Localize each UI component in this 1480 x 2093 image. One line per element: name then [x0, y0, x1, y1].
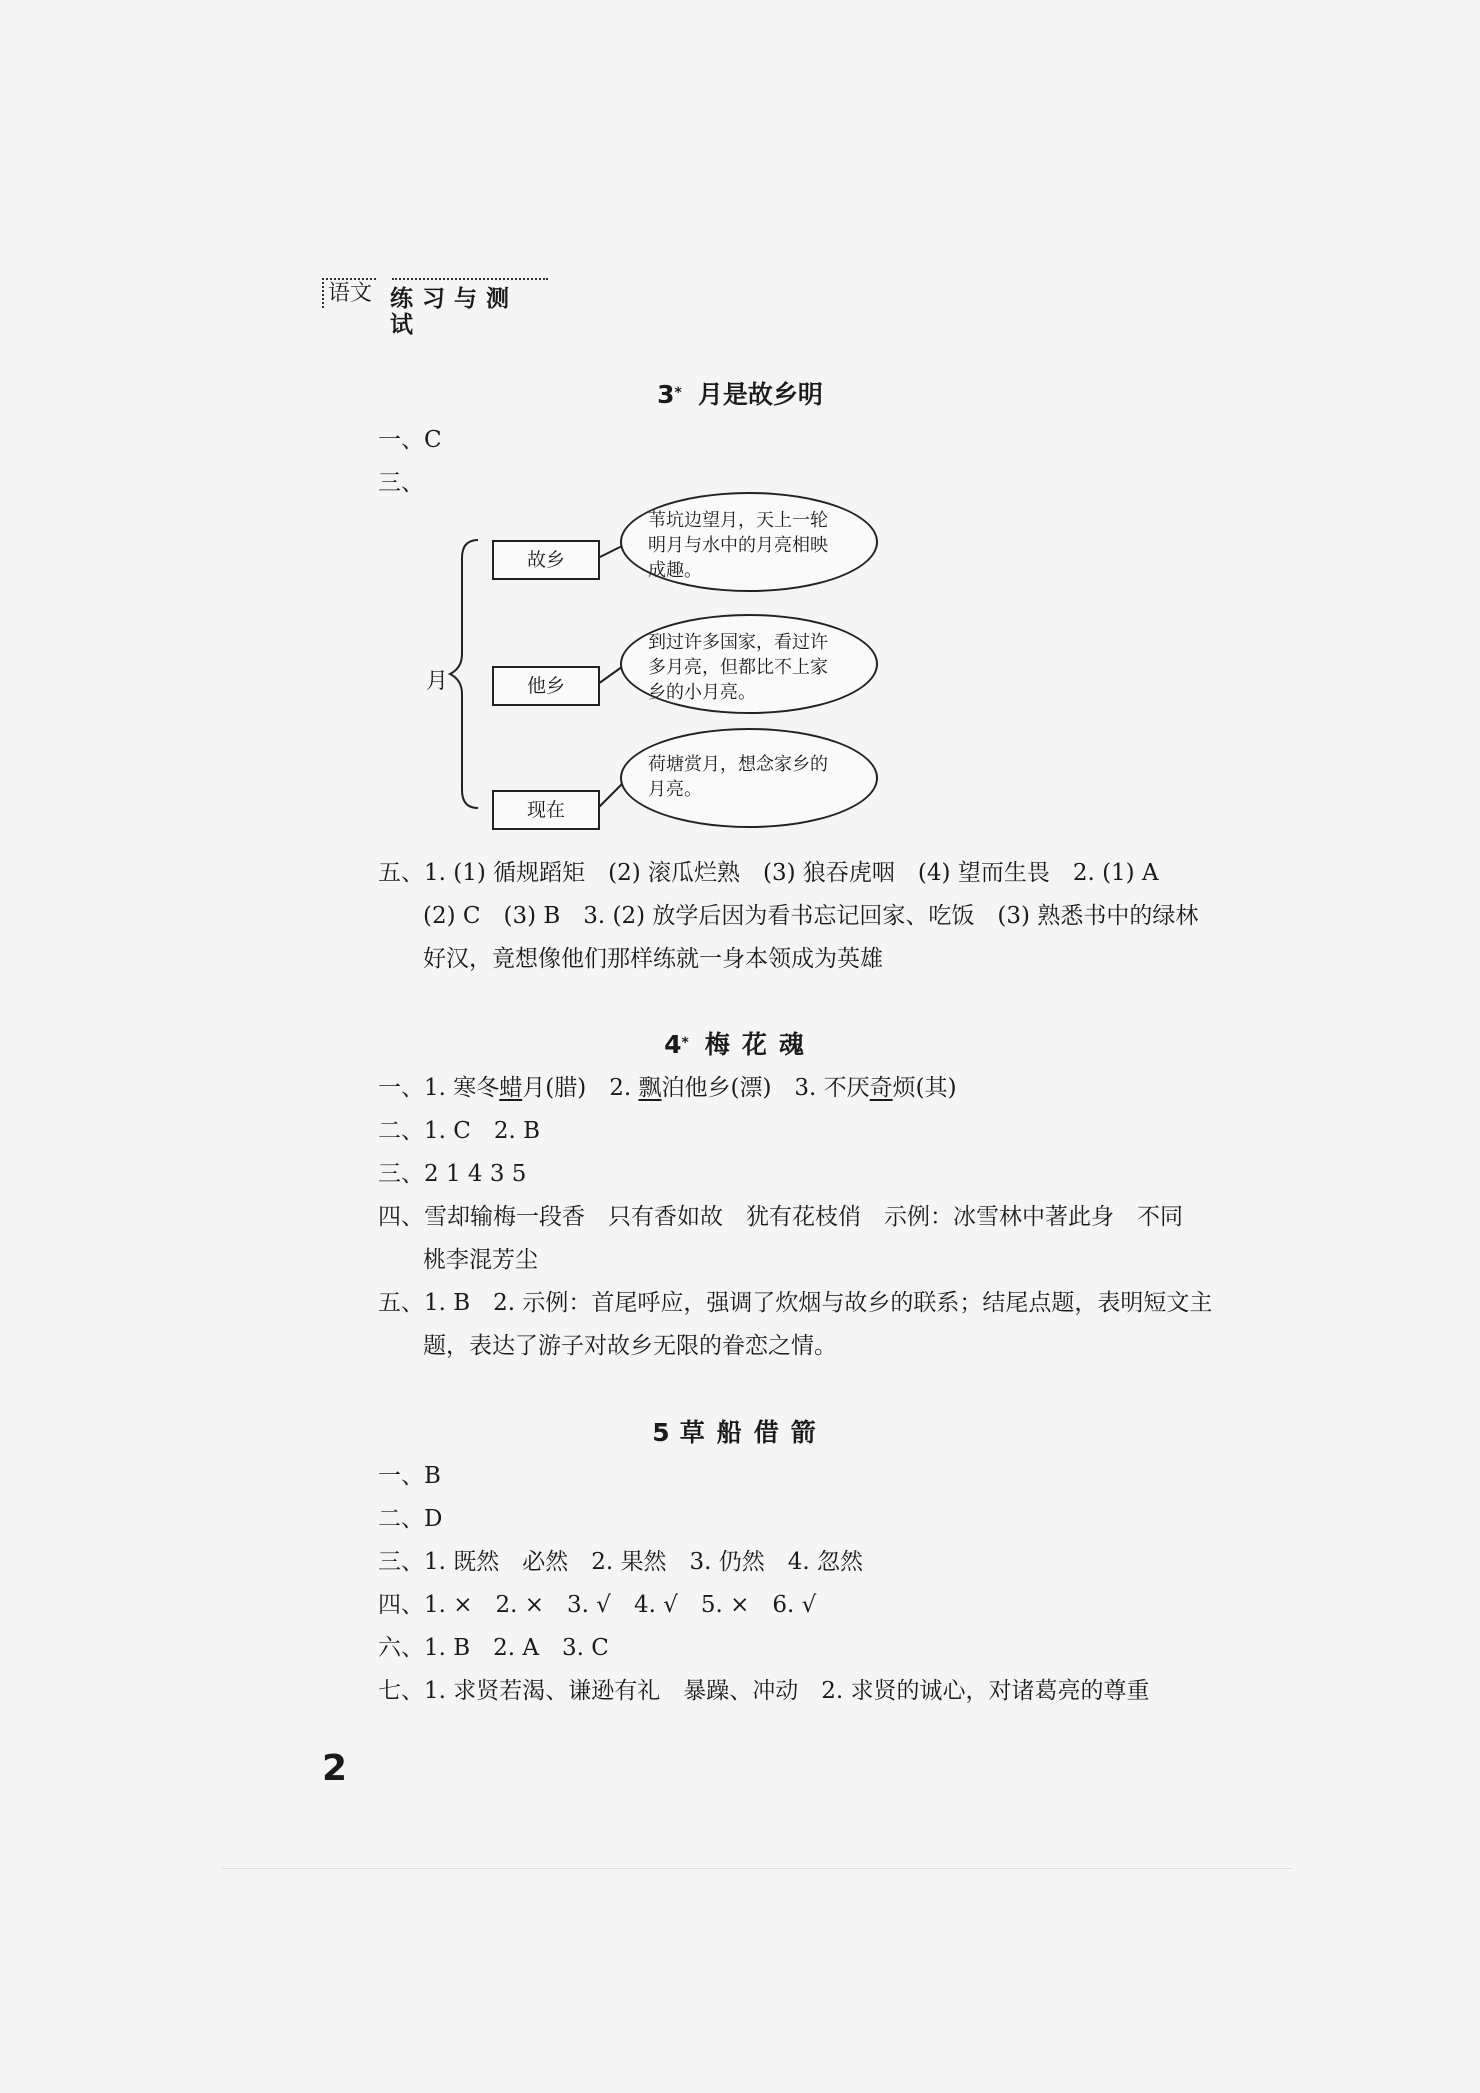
section-4-title: [0, 1030, 1480, 1060]
bubble-line: 乡的小月亮。: [648, 682, 756, 703]
section-4-number: 4: [664, 1030, 682, 1059]
section-5-answer-1: 一、B: [378, 1463, 441, 1489]
section-5-name: 草船借箭: [679, 1418, 828, 1447]
section-3-answer-5-line-2: (2) C (3) B 3. (2) 放学后因为看书忘记回家、吃饭 (3) 熟悉书中的绿林: [423, 903, 1199, 929]
section-5-answer-4: 四、1. × 2. × 3. √ 4. √ 5. × 6. √: [378, 1592, 817, 1618]
bottom-divider: [222, 1868, 1292, 1869]
page-number: 2: [322, 1748, 348, 1789]
section-4-answer-3: 三、2 1 4 3 5: [378, 1161, 527, 1187]
diagram-box-foreign: 他乡: [492, 666, 600, 706]
section-5-number: 5: [652, 1418, 670, 1447]
diagram-box-now: 现在: [492, 790, 600, 830]
underlined-char: 飘: [638, 1075, 662, 1101]
section-3-answer-1: 一、C: [378, 427, 442, 453]
section-5-answer-7: 七、1. 求贤若渴、谦逊有礼 暴躁、冲动 2. 求贤的诚心，对诸葛亮的尊重: [378, 1678, 1150, 1704]
section-3-name: 月是故乡明: [697, 380, 823, 409]
bubble-line: 成趣。: [648, 560, 702, 581]
section-5-answer-3: 三、1. 既然 必然 2. 果然 3. 仍然 4. 忽然: [378, 1549, 864, 1575]
moon-mind-map: [420, 478, 900, 838]
answer-text: 烦(其): [892, 1075, 957, 1101]
section-4-answer-5-line-1: 五、1. B 2. 示例：首尾呼应，强调了炊烟与故乡的联系；结尾点题，表明短文主: [378, 1290, 1213, 1316]
section-3-title: [0, 380, 1480, 410]
section-3-answer-5-line-3: 好汉，竟想像他们那样练就一身本领成为英雄: [423, 946, 883, 972]
header-subject: 语文: [322, 278, 376, 308]
bubble-line: 到过许多国家，看过许: [648, 632, 828, 653]
section-4-answer-4-line-1: 四、雪却输梅一段香 只有香如故 犹有花枝俏 示例：冰雪林中著此身 不同: [378, 1204, 1183, 1230]
underlined-char: 蜡: [499, 1075, 523, 1101]
section-4-answer-2: 二、1. C 2. B: [378, 1118, 541, 1144]
header-rule: [392, 278, 548, 280]
bubble-line: 明月与水中的月亮相映: [648, 535, 828, 556]
bubble-line: 多月亮，但都比不上家: [648, 657, 828, 678]
section-4-answer-5-line-2: 题，表达了游子对故乡无限的眷恋之情。: [423, 1333, 837, 1359]
bubble-line: 月亮。: [648, 779, 702, 800]
diagram-bubble-hometown: [620, 492, 878, 592]
section-3-answer-3-label: 三、: [378, 470, 424, 496]
diagram-root-label: 月: [426, 669, 449, 694]
section-4-name: 梅花魂: [704, 1030, 816, 1059]
diagram-bubble-foreign: [620, 614, 878, 714]
book-header: [322, 278, 548, 338]
underlined-char: 奇: [869, 1075, 893, 1101]
section-5-title: [0, 1418, 1480, 1448]
section-5-answer-6: 六、1. B 2. A 3. C: [378, 1635, 609, 1661]
section-5-answer-2: 二、D: [378, 1506, 443, 1532]
section-3-answer-5-line-1: 五、1. (1) 循规蹈矩 (2) 滚瓜烂熟 (3) 狼吞虎咽 (4) 望而生畏 2. (1) A: [378, 860, 1159, 886]
section-4-answer-1: [378, 1073, 957, 1103]
answer-text: 一、1. 寒冬: [378, 1075, 500, 1101]
header-title: 练习与测试: [390, 285, 518, 338]
diagram-bubble-now: [620, 728, 878, 828]
section-3-mark: *: [674, 385, 682, 401]
bubble-line: 荷塘赏月，想念家乡的: [648, 754, 828, 775]
diagram-box-hometown: 故乡: [492, 540, 600, 580]
answer-text: 月(腊) 2.: [522, 1075, 639, 1101]
section-4-answer-4-line-2: 桃李混芳尘: [423, 1247, 538, 1273]
bubble-line: 苇坑边望月，天上一轮: [648, 510, 828, 531]
answer-text: 泊他乡(漂) 3. 不厌: [661, 1075, 870, 1101]
section-3-number: 3: [657, 380, 675, 409]
section-4-mark: *: [681, 1035, 689, 1051]
